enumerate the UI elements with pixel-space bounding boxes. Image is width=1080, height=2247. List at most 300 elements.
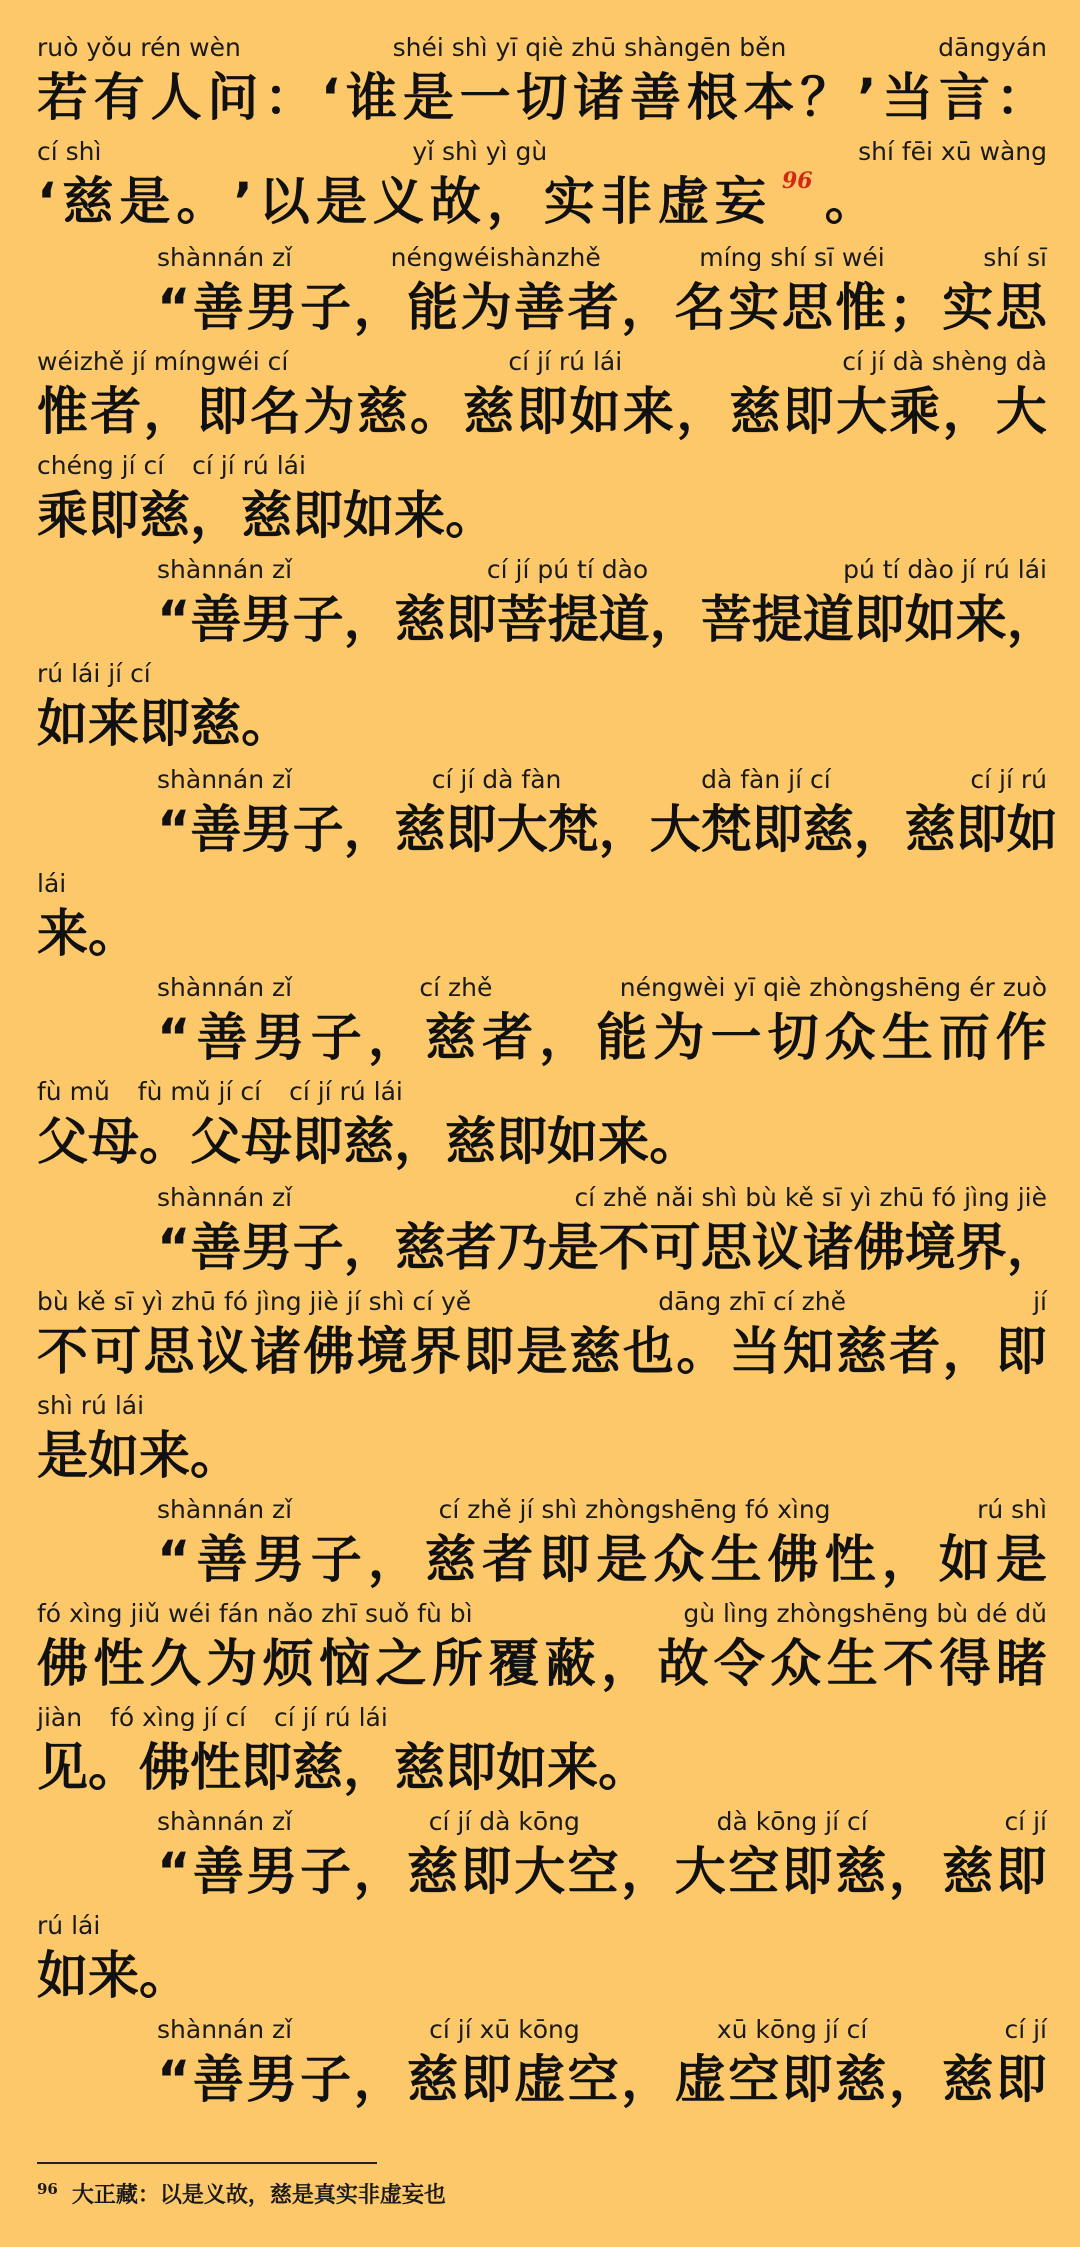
hanzi-char: 为 <box>303 383 355 442</box>
pinyin-group: cí jí <box>1004 2015 1047 2044</box>
hanzi-char: 为 <box>653 1009 705 1068</box>
hanzi-char: 慈 <box>241 487 293 546</box>
hanzi-char: 为 <box>206 1635 258 1694</box>
text-line <box>37 28 1047 134</box>
pinyin-group: cí jí dà shèng dà <box>842 347 1047 376</box>
hanzi-char: 慈 <box>407 2051 459 2110</box>
pinyin-group: fó xìng jiǔ wéi fán nǎo zhī suǒ fù bì <box>37 1599 473 1628</box>
hanzi-char: 父 <box>190 1113 242 1172</box>
hanzi-char: 生 <box>881 1009 933 1068</box>
pinyin-group: shànnán zǐ <box>157 2015 293 2044</box>
hanzi-char: 。 <box>598 1739 650 1798</box>
pinyin-row <box>37 1698 1047 1738</box>
hanzi-row <box>37 68 1047 130</box>
hanzi-char: 道 <box>598 591 650 650</box>
hanzi-char: 空 <box>567 2051 619 2110</box>
hanzi-char: 思 <box>995 279 1047 338</box>
pinyin-row <box>37 1906 1047 1946</box>
hanzi-char: ， <box>343 801 395 860</box>
hanzi-char: 所 <box>431 1635 483 1694</box>
hanzi-char: “ <box>157 591 191 650</box>
hanzi-char: 慈 <box>729 383 781 442</box>
pinyin-group: jí <box>1033 1287 1047 1316</box>
text-line <box>37 1698 1047 1804</box>
hanzi-char: 不 <box>37 1323 89 1382</box>
hanzi-char: 即 <box>781 2051 833 2110</box>
text-line <box>37 1906 1047 2012</box>
pinyin-group: bù kě sī yì zhū fó jìng jiè jí shì cí yě <box>37 1287 472 1316</box>
hanzi-char: 慈 <box>569 1323 621 1382</box>
pinyin-group: cí jí rú lái <box>508 347 623 376</box>
hanzi-char: ， <box>353 279 405 338</box>
hanzi-char: 。 <box>824 173 876 232</box>
hanzi-char: 非 <box>600 173 652 232</box>
hanzi-char: 。 <box>88 905 140 964</box>
hanzi-char: 是 <box>995 1531 1047 1590</box>
hanzi-char: 即 <box>196 383 248 442</box>
hanzi-char: 来 <box>37 905 89 964</box>
hanzi-char: 众 <box>653 1531 705 1590</box>
hanzi-char: 道 <box>802 591 854 650</box>
hanzi-char: 来 <box>955 591 1007 650</box>
hanzi-char: ， <box>676 383 728 442</box>
hanzi-char: 众 <box>824 1009 876 1068</box>
hanzi-char: 覆 <box>488 1635 540 1694</box>
pinyin-group: shí sī <box>983 243 1047 272</box>
hanzi-char: 义 <box>372 173 424 232</box>
hanzi-char: 如 <box>1006 801 1058 860</box>
hanzi-row <box>157 590 1058 652</box>
hanzi-char: 界 <box>409 1323 461 1382</box>
hanzi-char: 久 <box>149 1635 201 1694</box>
hanzi-char: 来 <box>139 1427 191 1486</box>
hanzi-char: 慈 <box>407 1843 459 1902</box>
pinyin-row <box>157 968 1047 1008</box>
hanzi-char: 慈 <box>802 801 854 860</box>
text-line <box>157 2010 1047 2116</box>
hanzi-char: 知 <box>782 1323 834 1382</box>
hanzi-char: 即 <box>88 487 140 546</box>
text-line <box>37 654 1047 760</box>
pinyin-group: cí jí pú tí dào <box>486 555 649 584</box>
hanzi-char: 如 <box>547 1113 599 1172</box>
pinyin-row <box>37 28 1047 68</box>
hanzi-char: 如 <box>904 591 956 650</box>
pinyin-row <box>37 1282 1047 1322</box>
pinyin-row <box>157 1802 1047 1842</box>
hanzi-char: 慈 <box>394 591 446 650</box>
pinyin-group: cí jí dà fàn <box>431 765 562 794</box>
hanzi-char: 虚 <box>657 173 709 232</box>
hanzi-char: ， <box>601 1635 653 1694</box>
hanzi-char: ， <box>343 1219 395 1278</box>
hanzi-row <box>37 1426 1047 1488</box>
pinyin-row <box>157 550 1047 590</box>
hanzi-row <box>37 382 1047 444</box>
hanzi-char: 者 <box>445 1219 497 1278</box>
hanzi-char: 即 <box>445 1739 497 1798</box>
hanzi-char: ； <box>888 279 940 338</box>
footnote-divider <box>37 2162 377 2164</box>
hanzi-char: 慈 <box>835 1323 887 1382</box>
pinyin-group: cí jí <box>1004 1807 1047 1836</box>
hanzi-row <box>157 2050 1047 2112</box>
pinyin-group: chéng jí cí <box>37 451 165 480</box>
hanzi-char: 即 <box>995 1843 1047 1902</box>
text-line <box>37 1072 1047 1178</box>
hanzi-char: 善 <box>193 2051 245 2110</box>
hanzi-row <box>37 1738 1047 1800</box>
hanzi-char: 。 <box>88 1739 140 1798</box>
pinyin-group: dà fàn jí cí <box>701 765 831 794</box>
hanzi-char: 即 <box>463 1323 515 1382</box>
text-line <box>157 760 1058 866</box>
hanzi-char: 问 <box>207 69 259 128</box>
hanzi-char: 。 <box>176 173 228 232</box>
hanzi-row <box>37 1634 1047 1696</box>
hanzi-char: 得 <box>939 1635 991 1694</box>
text-line <box>37 446 1047 552</box>
hanzi-char: 母 <box>241 1113 293 1172</box>
text-line <box>157 968 1047 1074</box>
hanzi-char: 善 <box>514 279 566 338</box>
hanzi-char: 谁 <box>346 69 398 128</box>
hanzi-char: 是 <box>119 173 171 232</box>
hanzi-char: 佛 <box>303 1323 355 1382</box>
hanzi-char: 即 <box>241 1739 293 1798</box>
pinyin-row <box>37 446 1047 486</box>
hanzi-char: 之 <box>375 1635 427 1694</box>
hanzi-char: ？ <box>800 69 852 128</box>
hanzi-char: ‘ <box>320 69 341 128</box>
hanzi-char: 即 <box>955 801 1007 860</box>
hanzi-char: 大 <box>496 801 548 860</box>
hanzi-char: ， <box>486 173 538 232</box>
text-line <box>157 550 1058 656</box>
pinyin-group: cí zhě jí shì zhòngshēng fó xìng <box>438 1495 831 1524</box>
hanzi-char: 当 <box>882 69 934 128</box>
hanzi-char: 一 <box>710 1009 762 1068</box>
hanzi-char: 空 <box>728 1843 780 1902</box>
hanzi-char: 来 <box>622 383 674 442</box>
pinyin-group: pú tí dào jí rú lái <box>843 555 1047 584</box>
hanzi-char: 慈 <box>292 1739 344 1798</box>
hanzi-char: ： <box>995 69 1047 128</box>
hanzi-char: 提 <box>547 591 599 650</box>
hanzi-char: ， <box>621 2051 673 2110</box>
hanzi-char: 男 <box>253 1531 305 1590</box>
hanzi-char: 。 <box>445 487 497 546</box>
hanzi-char: 即 <box>445 591 497 650</box>
hanzi-char: 男 <box>253 1009 305 1068</box>
pinyin-group: cí jí rú <box>970 765 1047 794</box>
hanzi-char: 也 <box>622 1323 674 1382</box>
pinyin-group: rú shì <box>977 1495 1047 1524</box>
hanzi-char: 子 <box>292 1219 344 1278</box>
hanzi-char: 大 <box>995 383 1047 442</box>
text-line <box>157 1802 1047 1908</box>
hanzi-char: 可 <box>649 1219 701 1278</box>
hanzi-char: 提 <box>751 591 803 650</box>
pinyin-group: shànnán zǐ <box>157 1807 293 1836</box>
hanzi-char: “ <box>157 1843 191 1902</box>
hanzi-row <box>37 1946 1047 2008</box>
pinyin-group: shànnán zǐ <box>157 973 293 1002</box>
hanzi-char: ， <box>190 487 242 546</box>
pinyin-group: ruò yǒu rén wèn <box>37 33 241 62</box>
pinyin-group: shànnán zǐ <box>157 1495 293 1524</box>
hanzi-char: ， <box>888 1843 940 1902</box>
pinyin-group: jiàn <box>37 1703 83 1732</box>
pinyin-group: cí shì <box>37 137 102 166</box>
pinyin-group: yǐ shì yì gù <box>412 137 548 166</box>
hanzi-char: 男 <box>241 801 293 860</box>
hanzi-char: 善 <box>190 591 242 650</box>
hanzi-char: 如 <box>343 487 395 546</box>
hanzi-char: 善 <box>196 1009 248 1068</box>
pinyin-group: gù lìng zhòngshēng bù dé dǔ <box>683 1599 1047 1628</box>
footnote <box>37 2178 446 2209</box>
hanzi-char: 子 <box>292 801 344 860</box>
hanzi-char: 佛 <box>853 1219 905 1278</box>
hanzi-char: 思 <box>143 1323 195 1382</box>
hanzi-char: 子 <box>300 1843 352 1902</box>
hanzi-char: ’ <box>233 173 253 232</box>
pinyin-row <box>157 1178 1047 1218</box>
hanzi-row <box>37 168 1047 234</box>
hanzi-char: 。 <box>649 1113 701 1172</box>
pinyin-group: cí jí rú lái <box>192 451 306 480</box>
hanzi-char: ， <box>343 591 395 650</box>
hanzi-char: 子 <box>310 1531 362 1590</box>
pinyin-row <box>37 342 1047 382</box>
hanzi-char: 。 <box>241 695 293 754</box>
pinyin-row <box>37 1386 1047 1426</box>
hanzi-char: 是 <box>37 1427 89 1486</box>
text-line <box>37 864 1047 970</box>
pinyin-row <box>37 864 1047 904</box>
hanzi-char: 是 <box>315 173 367 232</box>
hanzi-char: 慈 <box>463 383 515 442</box>
pinyin-row <box>157 238 1047 278</box>
hanzi-char: 界 <box>955 1219 1007 1278</box>
hanzi-char: 者 <box>90 383 142 442</box>
pinyin-group: míng shí sī wéi <box>699 243 885 272</box>
footnote-text: 大正藏：以是义故，慈是真实非虚妄也 <box>71 2182 446 2208</box>
pinyin-group: shéi shì yī qiè zhū shàngēn běn <box>392 33 787 62</box>
hanzi-char: 如 <box>938 1531 990 1590</box>
pinyin-group: dà kōng jí cí <box>716 1807 868 1836</box>
hanzi-char: 烦 <box>262 1635 314 1694</box>
hanzi-char: 能 <box>407 279 459 338</box>
footnote-number: 96 <box>37 2179 58 2198</box>
hanzi-char: 故 <box>657 1635 709 1694</box>
hanzi-char: 性 <box>824 1531 876 1590</box>
hanzi-char: 来 <box>394 487 446 546</box>
hanzi-char: 乃 <box>496 1219 548 1278</box>
hanzi-char: 蔽 <box>544 1635 596 1694</box>
text-line <box>37 132 1047 238</box>
hanzi-char: ’ <box>857 69 877 128</box>
pinyin-group: shànnán zǐ <box>157 555 293 584</box>
hanzi-char: 当 <box>729 1323 781 1382</box>
hanzi-char: 作 <box>995 1009 1047 1068</box>
hanzi-char: 即 <box>995 2051 1047 2110</box>
hanzi-char: 根 <box>686 69 738 128</box>
hanzi-char: 令 <box>713 1635 765 1694</box>
pinyin-group: rú lái <box>37 1911 101 1940</box>
hanzi-char: 即 <box>292 487 344 546</box>
hanzi-char: 慈 <box>424 1009 476 1068</box>
hanzi-char: 若 <box>37 69 89 128</box>
hanzi-char: 佛 <box>767 1531 819 1590</box>
hanzi-char: 乘 <box>37 487 89 546</box>
hanzi-char: 可 <box>90 1323 142 1382</box>
hanzi-char: 慈 <box>356 383 408 442</box>
hanzi-char: 来 <box>547 1739 599 1798</box>
pinyin-group: shí fēi xū wàng <box>858 137 1047 166</box>
hanzi-char: 大 <box>514 1843 566 1902</box>
hanzi-char: 睹 <box>995 1635 1047 1694</box>
hanzi-char: 男 <box>241 591 293 650</box>
text-line <box>37 1594 1047 1700</box>
hanzi-char: 以 <box>258 173 310 232</box>
hanzi-char: 性 <box>190 1739 242 1798</box>
hanzi-char: 子 <box>300 2051 352 2110</box>
hanzi-char: 性 <box>93 1635 145 1694</box>
hanzi-char: 佛 <box>139 1739 191 1798</box>
hanzi-char: ： <box>264 69 316 128</box>
hanzi-char: 名 <box>250 383 302 442</box>
hanzi-char: 子 <box>292 591 344 650</box>
hanzi-char: 慈 <box>62 173 114 232</box>
hanzi-char: 诸 <box>573 69 625 128</box>
hanzi-char: 人 <box>150 69 202 128</box>
hanzi-char: ， <box>367 1531 419 1590</box>
text-line <box>157 1490 1047 1596</box>
hanzi-char: ， <box>942 383 994 442</box>
hanzi-char: 名 <box>674 279 726 338</box>
hanzi-char: 善 <box>193 279 245 338</box>
hanzi-row <box>157 1218 1058 1280</box>
hanzi-char: 本 <box>743 69 795 128</box>
hanzi-char: ， <box>343 1739 395 1798</box>
pinyin-group: shànnán zǐ <box>157 243 293 272</box>
pinyin-row <box>37 1594 1047 1634</box>
hanzi-char: 男 <box>246 1843 298 1902</box>
hanzi-char: 恼 <box>319 1635 371 1694</box>
hanzi-char: “ <box>157 279 191 338</box>
hanzi-char: 慈 <box>942 2051 994 2110</box>
hanzi-char: 实 <box>543 173 595 232</box>
hanzi-char: 如 <box>37 1947 89 2006</box>
hanzi-char: 即 <box>995 1323 1047 1382</box>
hanzi-row <box>157 1530 1047 1592</box>
hanzi-char: ， <box>539 1009 591 1068</box>
pinyin-group: dāngyán <box>938 33 1047 62</box>
pinyin-group: lái <box>37 869 67 898</box>
hanzi-char: 大 <box>835 383 887 442</box>
hanzi-char: 男 <box>246 2051 298 2110</box>
hanzi-char: 者 <box>482 1009 534 1068</box>
hanzi-char: 慈 <box>835 1843 887 1902</box>
text-line <box>37 1386 1047 1492</box>
hanzi-char: 虚 <box>514 2051 566 2110</box>
pinyin-group: shànnán zǐ <box>157 1183 293 1212</box>
hanzi-char: 切 <box>516 69 568 128</box>
hanzi-char: 善 <box>190 1219 242 1278</box>
hanzi-row <box>37 694 1047 756</box>
hanzi-char: 即 <box>460 2051 512 2110</box>
hanzi-char: ， <box>1006 1219 1058 1278</box>
hanzi-char: 者 <box>567 279 619 338</box>
hanzi-char: 能 <box>596 1009 648 1068</box>
hanzi-char: 慈 <box>343 1113 395 1172</box>
hanzi-char: 子 <box>310 1009 362 1068</box>
hanzi-char: 思 <box>700 1219 752 1278</box>
hanzi-char: 境 <box>356 1323 408 1382</box>
text-line <box>37 342 1047 448</box>
pinyin-group: fó xìng jí cí <box>110 1703 247 1732</box>
hanzi-char: ， <box>598 801 650 860</box>
hanzi-char: ， <box>888 2051 940 2110</box>
hanzi-char: ， <box>353 2051 405 2110</box>
hanzi-char: 。 <box>409 383 461 442</box>
hanzi-char: ， <box>394 1113 446 1172</box>
hanzi-char: 即 <box>460 1843 512 1902</box>
hanzi-row <box>157 1008 1047 1070</box>
hanzi-char: ， <box>1006 591 1058 650</box>
hanzi-char: 空 <box>567 1843 619 1902</box>
hanzi-char: 议 <box>196 1323 248 1382</box>
hanzi-char: ， <box>143 383 195 442</box>
hanzi-char: 男 <box>241 1219 293 1278</box>
hanzi-row <box>37 486 1047 548</box>
hanzi-char: 是 <box>516 1323 568 1382</box>
hanzi-char: 而 <box>938 1009 990 1068</box>
hanzi-char: 。 <box>139 1947 191 2006</box>
hanzi-char: 是 <box>596 1531 648 1590</box>
hanzi-row <box>157 1842 1047 1904</box>
pinyin-row <box>37 1072 1047 1112</box>
hanzi-char: 如 <box>496 1739 548 1798</box>
hanzi-char: 切 <box>767 1009 819 1068</box>
hanzi-char: 善 <box>629 69 681 128</box>
pinyin-group: néngwéishànzhě <box>390 243 601 272</box>
hanzi-char: 虚 <box>674 2051 726 2110</box>
hanzi-char: 慈 <box>424 1531 476 1590</box>
pinyin-row <box>157 1490 1047 1530</box>
pinyin-group: cí jí rú lái <box>289 1077 403 1106</box>
hanzi-char: 。 <box>139 1113 191 1172</box>
hanzi-char: 即 <box>516 383 568 442</box>
hanzi-char: 慈 <box>445 1113 497 1172</box>
hanzi-row <box>157 278 1047 340</box>
hanzi-char: 慈 <box>139 487 191 546</box>
hanzi-char: 即 <box>781 1843 833 1902</box>
hanzi-char: ， <box>881 1531 933 1590</box>
hanzi-char: 不 <box>598 1219 650 1278</box>
hanzi-char: 慈 <box>394 1739 446 1798</box>
hanzi-char: 实 <box>942 279 994 338</box>
hanzi-char: 生 <box>710 1531 762 1590</box>
hanzi-char: “ <box>157 1531 191 1590</box>
pinyin-row <box>157 2010 1047 2050</box>
hanzi-char: 善 <box>196 1531 248 1590</box>
hanzi-char: 慈 <box>942 1843 994 1902</box>
pinyin-row <box>37 654 1047 694</box>
hanzi-char: ‘ <box>37 173 57 232</box>
